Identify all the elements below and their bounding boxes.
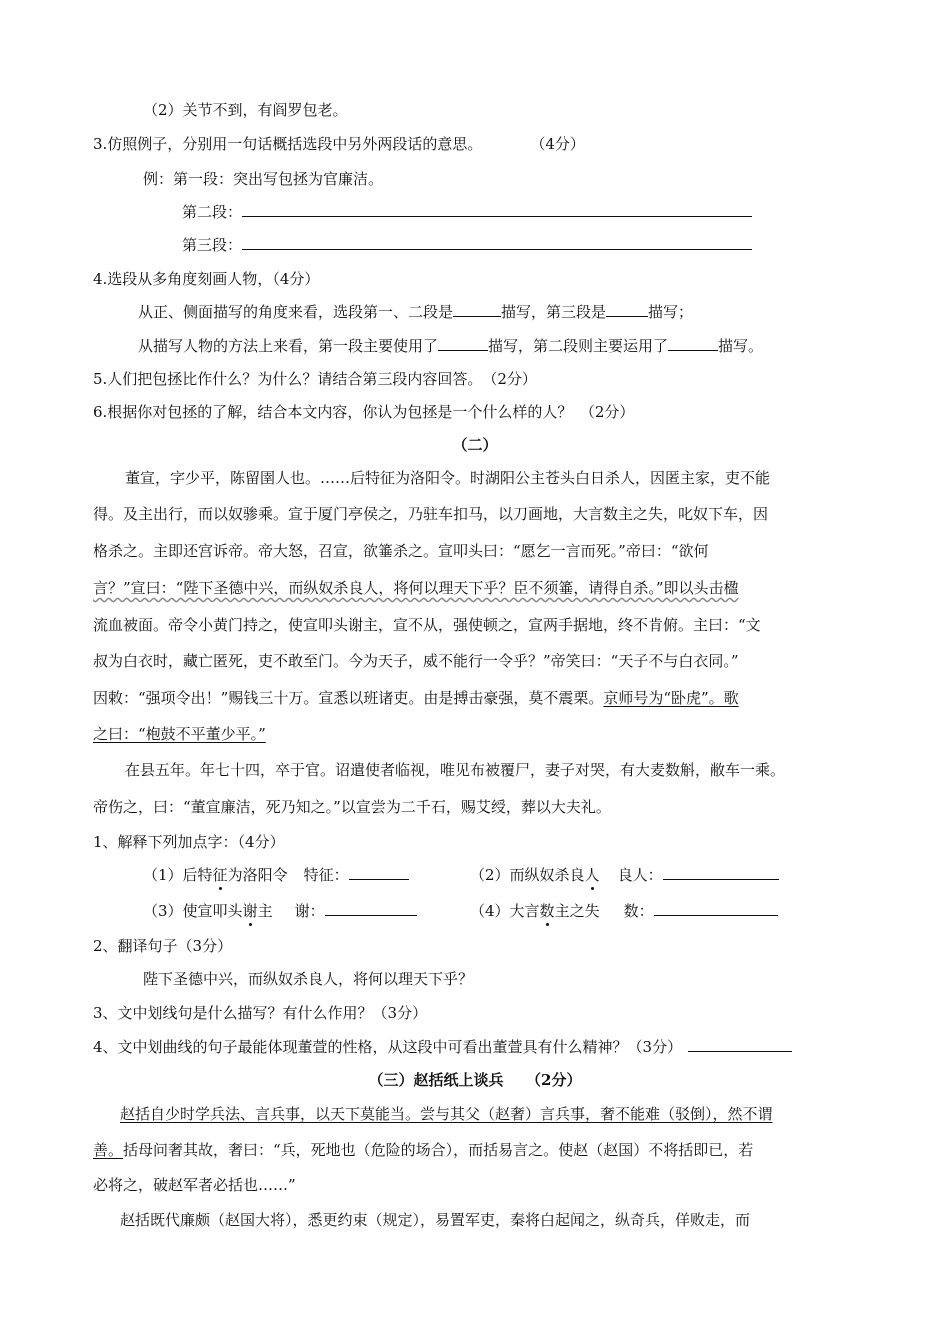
passage-2-line-7 — [93, 687, 739, 709]
passage-2-line-2: 得。及主出行，而以奴骖乘。宣于厦门亭侯之，乃驻车扣马，以刀画地，大言数主之失，叱奴下车，因 — [93, 505, 769, 523]
passage-3-line-1: 赵括自少时学兵法、言兵事，以天下莫能当。尝与其父（赵奢）言兵事，奢不能难（驳倒），然不谓 — [120, 1105, 773, 1123]
passage-2-line-10: 帝伤之，曰：“董宣廉洁，死乃知之。”以宣尝为二千石，赐艾绶，葬以大夫礼。 — [93, 798, 611, 816]
w3-dotted: 谢 — [242, 902, 258, 920]
w3-label: 谢： — [294, 902, 325, 920]
section-3-heading: （三）赵括纸上谈兵 （2分） — [368, 1071, 582, 1089]
q4-blank-1[interactable] — [453, 301, 501, 317]
p2-question-2: 2、翻译句子（3分） — [93, 937, 233, 955]
passage-3-line-2 — [93, 1139, 753, 1161]
section-2-heading: （二） — [452, 436, 498, 454]
w2-blank[interactable] — [663, 864, 779, 880]
passage-2-line-7a: 因敕：“强项令出！”赐钱三十万。宣悉以班诸吏。由是搏击豪强，莫不震栗。 — [93, 689, 604, 707]
q4-line2-text-b: 描写，第二段则主要运用了 — [488, 337, 669, 355]
word-item-4 — [470, 900, 778, 922]
w1-pre: （1）后特 — [143, 866, 213, 884]
w4-label: 数： — [623, 902, 654, 920]
w1-dotted: 征 — [212, 866, 228, 884]
question-3-score: （4分） — [530, 135, 585, 153]
w3-pre: （3）使宣叩头 — [143, 902, 243, 920]
p2-question-3: 3、文中划线句是什么描写？有什么作用？（3分） — [93, 1004, 428, 1022]
w3-blank[interactable] — [325, 900, 417, 916]
word-item-2 — [470, 864, 779, 886]
underlined-sentence-a: 京师号为“卧虎”。歌 — [603, 689, 739, 707]
para2-answer — [182, 201, 752, 223]
w2-pre: （2）而纵奴杀良 — [470, 866, 585, 884]
example-line: 例：第一段：突出写包拯为官廉洁。 — [143, 170, 384, 188]
p2-question-4-blank[interactable] — [688, 1036, 792, 1052]
q4-line2-text-a: 从描写人物的方法上来看，第一段主要使用了 — [138, 337, 439, 355]
para3-label: 第三段： — [182, 236, 243, 254]
w1-post: 为洛阳令 — [227, 866, 288, 884]
q4-blank-2[interactable] — [606, 301, 648, 317]
q4-line1-text-a: 从正、侧面描写的角度来看，选段第一、二段是 — [138, 303, 454, 321]
q4-line2-text-c: 描写。 — [718, 337, 764, 355]
p2-question-1: 1、解释下列加点字：（4分） — [93, 833, 285, 851]
question-6: 6.根据你对包拯的了解，结合本文内容，你认为包拯是一个什么样的人？ （2分） — [93, 403, 635, 421]
translate-sentence: 陛下圣德中兴，而纵奴杀良人，将何以理天下乎？ — [143, 970, 474, 988]
q4-blank-3[interactable] — [438, 335, 488, 351]
passage-2-line-1: 董宣，字少平，陈留圉人也。……后特征为洛阳令。时湖阳公主苍头白日杀人，因匿主家，吏不能 — [125, 469, 771, 487]
para2-answer-blank[interactable] — [242, 201, 752, 217]
w1-label: 特征： — [303, 866, 349, 884]
q4-blank-4[interactable] — [668, 335, 718, 351]
w2-dotted: 人 — [584, 866, 600, 884]
word-item-3 — [143, 900, 417, 922]
word-item-1 — [143, 864, 409, 886]
passage-2-line-9: 在县五年。年七十四，卒于官。诏遣使者临视，唯见布被覆尸，妻子对哭，有大麦数斛，敝车一乘。 — [125, 761, 786, 779]
passage-2-line-4: 言？”宣曰：“陛下圣德中兴，而纵奴杀良人，将何以理天下乎？臣不须箠，请得自杀。”即以头击楹 — [93, 579, 739, 597]
question-4-line1 — [138, 301, 693, 323]
w3-post: 主 — [257, 902, 273, 920]
passage-3-line-3: 必将之，破赵军者必括也……” — [93, 1176, 296, 1194]
para2-label: 第二段： — [182, 203, 243, 221]
q4-line1-text-c: 描写； — [648, 303, 694, 321]
item-2: （2）关节不到，有阎罗包老。 — [143, 101, 348, 119]
passage-3-line-2b: 括母问奢其故，奢曰：“兵，死地也（危险的场合），而括易言之。使赵（赵国）不将括即已，若 — [123, 1141, 754, 1159]
para3-answer — [182, 234, 752, 256]
w4-pre: （4）大言 — [470, 902, 540, 920]
question-4-line2 — [138, 335, 763, 357]
question-3 — [93, 133, 585, 155]
w4-post: 主之失 — [554, 902, 600, 920]
q4-line1-text-b: 描写，第三段是 — [501, 303, 607, 321]
w4-dotted: 数 — [539, 902, 555, 920]
question-4: 4.选段从多角度刻画人物，（4分） — [93, 270, 320, 288]
question-3-text: 3.仿照例子，分别用一句话概括选段中另外两段话的意思。 — [93, 135, 483, 153]
w1-blank[interactable] — [349, 864, 409, 880]
passage-3-line-4: 赵括既代廉颇（赵国大将），悉更约束（规定），易置军吏，秦将白起闻之，纵奇兵，佯败走，而 — [120, 1211, 751, 1229]
underlined-sentence-b: 之曰：“枹鼓不平董少平。” — [93, 725, 266, 743]
passage-3-line-2a: 善。 — [93, 1141, 124, 1159]
p2-question-4-text: 4、文中划曲线的句子最能体现董萱的性格，从这段中可看出董萱具有什么精神？（3分） — [93, 1038, 683, 1056]
passage-2-line-5: 流血被面。帝令小黄门持之，使宣叩头谢主，宣不从，强使顿之，宣两手据地，终不肯俯。主曰：“文 — [93, 616, 761, 634]
question-5: 5.人们把包拯比作什么？为什么？请结合第三段内容回答。 （2分） — [93, 370, 537, 388]
w2-label: 良人： — [617, 866, 663, 884]
w4-blank[interactable] — [654, 900, 778, 916]
passage-2-line-3: 格杀之。主即还宫诉帝。帝大怒，召宣，欲箠杀之。宣叩头曰：“愿乞一言而死。”帝曰：“欲何 — [93, 542, 709, 560]
para3-answer-blank[interactable] — [242, 234, 752, 250]
passage-2-line-6: 叔为白衣时，藏亡匿死，吏不敢至门。今为天子，威不能行一令乎？”帝笑曰：“天子不与白衣同。” — [93, 652, 739, 670]
p2-question-4 — [93, 1036, 792, 1058]
